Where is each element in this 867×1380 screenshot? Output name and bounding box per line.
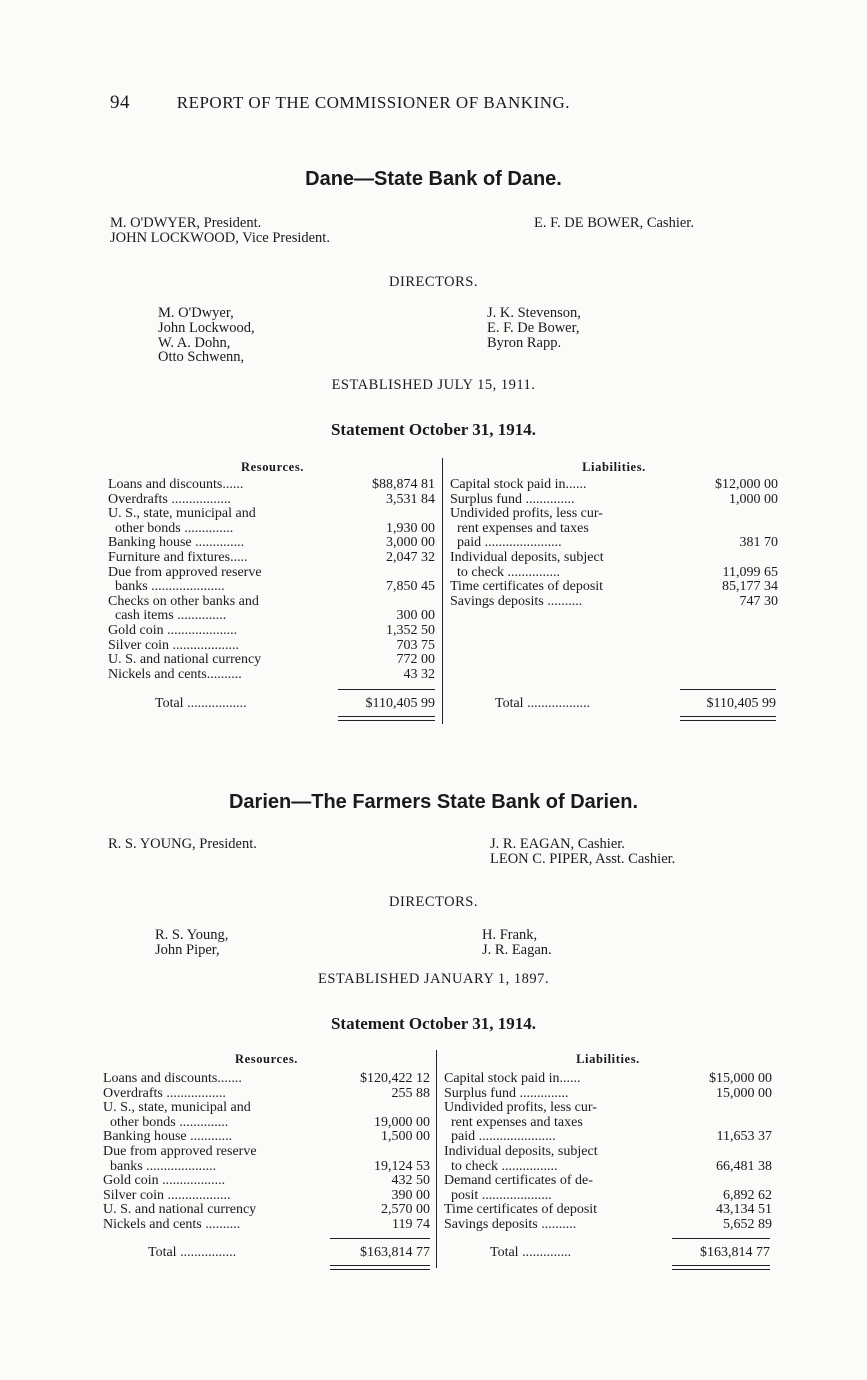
ledger-label: Demand certificates of de- [444,1173,593,1189]
bank-title: Dane—State Bank of Dane. [305,168,562,190]
ledger-amount: 19,124 53 [374,1158,430,1174]
ledger-label: Capital stock paid in...... [444,1071,581,1086]
officer-line: LEON C. PIPER, Asst. Cashier. [490,851,676,867]
ledger-label: paid ...................... [444,1129,556,1145]
ledger-label: Time certificates of deposit [450,579,604,595]
director-name: H. Frank, [482,927,538,943]
director-name: J. R. Eagan. [482,942,552,958]
column-divider [442,458,443,724]
ledger-label: Savings deposits .......... [444,1216,577,1232]
ledger-row [450,595,778,610]
directors-heading: DIRECTORS. [389,894,478,910]
ledger-label: Silver coin .................. [103,1187,231,1203]
ledger-row [444,1130,772,1145]
ledger-row [450,478,778,493]
ledger-amount: 1,500 00 [381,1129,430,1145]
ledger-amount: 381 70 [739,535,778,551]
ledger-label: Gold coin .................. [103,1173,226,1189]
officer-line: E. F. DE BOWER, Cashier. [534,215,694,231]
ledger-label: Savings deposits .......... [450,593,583,609]
ledger-row [108,595,435,610]
officer-line: R. S. YOUNG, President. [108,836,257,852]
ledger-row [444,1101,772,1116]
ledger-label: U. S. and national currency [103,1202,257,1218]
liabilities-total-label: Total .............. [490,1245,572,1260]
director-name: John Lockwood, [158,320,255,336]
liabilities-total-label: Total .................. [495,696,591,711]
ledger-amount: 703 75 [396,637,435,653]
ledger-amount: 390 00 [391,1187,430,1203]
ledger-row [444,1203,772,1218]
ledger-row [108,493,435,508]
ledger-label: Due from approved reserve [108,564,262,580]
ledger-amount: 5,652 89 [723,1216,772,1232]
ledger-amount: 2,570 00 [381,1202,430,1218]
page-number: 94 [110,92,130,113]
ledger-label: U. S., state, municipal and [103,1100,251,1116]
resources-total-label: Total ................. [155,696,247,711]
total-double-rule [680,716,776,721]
column-divider [436,1050,437,1268]
resources-heading: Resources. [234,1052,299,1066]
ledger-label: U. S. and national currency [108,652,262,668]
subtotal-rule [680,689,776,690]
ledger-amount: 1,000 00 [729,491,778,507]
ledger-label: U. S., state, municipal and [108,506,256,522]
resources-list [103,1072,430,1233]
director-name: W. A. Dohn, [158,335,231,351]
ledger-row [103,1116,430,1131]
director-name: M. O'Dwyer, [158,305,234,321]
ledger-amount: $15,000 00 [709,1071,772,1086]
ledger-amount: 1,930 00 [386,520,435,536]
ledger-amount: $12,000 00 [715,477,778,492]
ledger-amount: 66,481 38 [716,1158,772,1174]
ledger-row [103,1145,430,1160]
ledger-amount: 6,892 62 [723,1187,772,1203]
liabilities-list [444,1072,772,1233]
ledger-row [444,1087,772,1102]
ledger-amount: 300 00 [396,608,435,624]
ledger-label: Nickels and cents.......... [108,666,242,682]
director-name: Otto Schwenn, [158,349,245,365]
ledger-label: banks .................... [103,1158,217,1174]
ledger-amount: 19,000 00 [374,1114,430,1130]
liabilities-heading: Liabilities. [576,1052,640,1066]
ledger-amount: 3,531 84 [386,491,435,507]
ledger-label: Overdrafts ................. [108,491,231,507]
ledger-row [103,1174,430,1189]
ledger-row [444,1072,772,1087]
ledger-row [444,1189,772,1204]
ledger-label: Banking house ............ [103,1129,233,1145]
ledger-row [450,536,778,551]
ledger-label: Checks on other banks and [108,593,259,609]
ledger-row [450,507,778,522]
ledger-row [108,566,435,581]
ledger-amount: 432 50 [391,1173,430,1189]
liabilities-list [450,478,778,609]
ledger-amount: 7,850 45 [386,579,435,595]
director-name: R. S. Young, [155,927,229,943]
total-double-rule [330,1265,430,1270]
officer-line: M. O'DWYER, President. [110,215,262,231]
liabilities-total: $163,814 77 [700,1245,770,1260]
total-double-rule [338,716,435,721]
ledger-label: other bonds .............. [108,520,234,536]
director-name: E. F. De Bower, [487,320,580,336]
ledger-amount: 747 30 [739,593,778,609]
ledger-row [450,551,778,566]
established-line: ESTABLISHED JULY 15, 1911. [331,377,536,393]
ledger-label: Banking house .............. [108,535,245,551]
ledger-amount: 43 32 [403,666,435,682]
ledger-label: posit .................... [444,1187,552,1203]
ledger-label: Due from approved reserve [103,1143,257,1159]
ledger-row [108,624,435,639]
subtotal-rule [338,689,435,690]
ledger-label: Loans and discounts...... [108,477,244,492]
ledger-amount: 255 88 [391,1085,430,1101]
ledger-label: Undivided profits, less cur- [450,506,603,522]
ledger-row [103,1130,430,1145]
ledger-row [108,609,435,624]
ledger-row [108,580,435,595]
statement-heading: Statement October 31, 1914. [330,1014,537,1033]
ledger-label: rent expenses and taxes [444,1114,583,1130]
ledger-label: to check ............... [450,564,561,580]
resources-total-label: Total ................ [148,1245,237,1260]
ledger-row [103,1218,430,1233]
ledger-amount: 1,352 50 [386,622,435,638]
ledger-row [108,507,435,522]
director-name: J. K. Stevenson, [487,305,581,321]
ledger-row [103,1189,430,1204]
ledger-label: Time certificates of deposit [444,1202,598,1218]
director-name: John Piper, [155,942,220,958]
ledger-amount: 2,047 32 [386,549,435,565]
ledger-row [108,551,435,566]
liabilities-total: $110,405 99 [706,696,776,711]
ledger-amount: 11,653 37 [716,1129,772,1145]
ledger-label: Capital stock paid in...... [450,477,587,492]
ledger-row [103,1072,430,1087]
ledger-row [103,1160,430,1175]
ledger-amount: 119 74 [392,1216,430,1232]
ledger-label: banks ..................... [108,579,225,595]
ledger-label: cash items .............. [108,608,227,624]
ledger-label: Furniture and fixtures..... [108,549,248,565]
resources-total: $110,405 99 [365,696,435,711]
resources-total: $163,814 77 [360,1245,430,1260]
ledger-label: other bonds .............. [103,1114,229,1130]
established-line: ESTABLISHED JANUARY 1, 1897. [317,971,550,987]
report-title: REPORT OF THE COMMISSIONER OF BANKING. [176,93,571,112]
ledger-row [444,1160,772,1175]
ledger-row [450,580,778,595]
ledger-row [444,1174,772,1189]
ledger-row [103,1101,430,1116]
ledger-amount: $120,422 12 [360,1071,430,1086]
ledger-label: Surplus fund .............. [450,491,575,507]
ledger-label: Individual deposits, subject [450,549,604,565]
directors-heading: DIRECTORS. [389,274,478,290]
ledger-label: rent expenses and taxes [450,520,589,536]
ledger-amount: 772 00 [396,652,435,668]
ledger-row [444,1145,772,1160]
ledger-row [108,522,435,537]
ledger-amount: 43,134 51 [716,1202,772,1218]
ledger-label: paid ...................... [450,535,562,551]
ledger-label: to check ................ [444,1158,558,1174]
officer-line: JOHN LOCKWOOD, Vice President. [110,230,330,246]
resources-heading: Resources. [240,460,305,474]
ledger-amount: 15,000 00 [716,1085,772,1101]
ledger-row [103,1203,430,1218]
ledger-label: Gold coin .................... [108,622,238,638]
subtotal-rule [672,1238,770,1239]
running-head [110,92,570,114]
statement-heading: Statement October 31, 1914. [330,420,537,439]
ledger-row [103,1087,430,1102]
bank-title: Darien—The Farmers State Bank of Darien. [228,791,638,813]
ledger-row [108,668,435,683]
director-name: Byron Rapp. [487,335,562,351]
ledger-row [108,639,435,654]
ledger-row [108,478,435,493]
subtotal-rule [330,1238,430,1239]
ledger-label: Loans and discounts....... [103,1071,242,1086]
resources-list [108,478,435,682]
ledger-row [444,1218,772,1233]
ledger-row [450,566,778,581]
ledger-label: Surplus fund .............. [444,1085,569,1101]
ledger-label: Individual deposits, subject [444,1143,598,1159]
liabilities-heading: Liabilities. [582,460,646,474]
ledger-amount: 11,099 65 [722,564,778,580]
ledger-amount: $88,874 81 [372,477,435,492]
ledger-label: Undivided profits, less cur- [444,1100,597,1116]
ledger-row [450,522,778,537]
ledger-amount: 85,177 34 [722,579,778,595]
officer-line: J. R. EAGAN, Cashier. [490,836,625,852]
ledger-row [108,653,435,668]
ledger-label: Silver coin ................... [108,637,240,653]
ledger-amount: 3,000 00 [386,535,435,551]
total-double-rule [672,1265,770,1270]
ledger-label: Nickels and cents .......... [103,1216,241,1232]
ledger-row [108,536,435,551]
ledger-label: Overdrafts ................. [103,1085,226,1101]
ledger-row [450,493,778,508]
ledger-row [444,1116,772,1131]
